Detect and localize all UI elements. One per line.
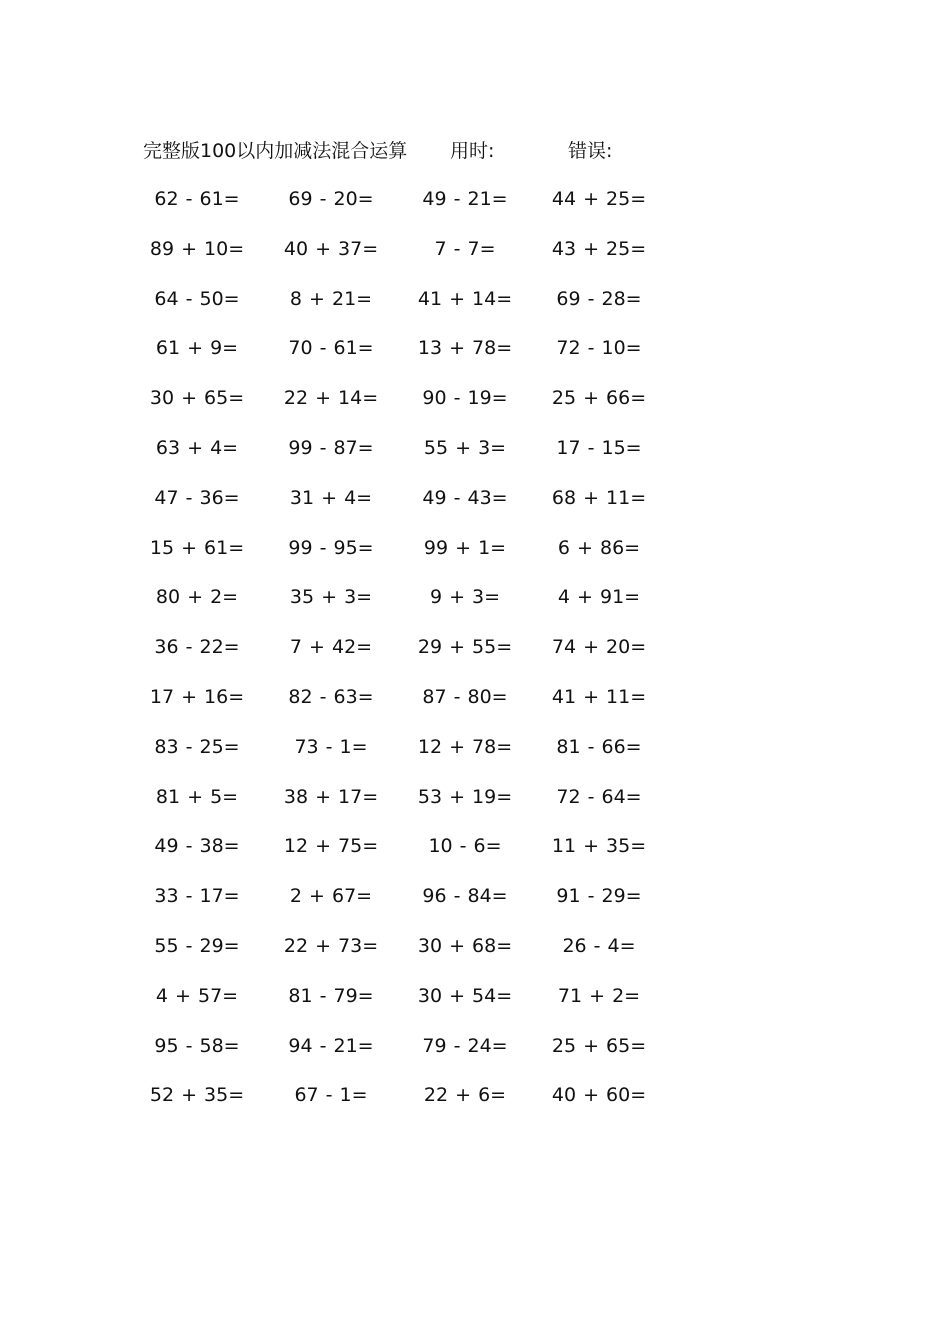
arithmetic-problem: 30 + 54= — [417, 984, 513, 1007]
arithmetic-problem: 25 + 65= — [551, 1034, 647, 1057]
arithmetic-problem: 40 + 60= — [551, 1084, 647, 1107]
arithmetic-problem: 82 - 63= — [288, 685, 374, 708]
arithmetic-problem: 63 + 4= — [155, 436, 239, 459]
worksheet-header — [143, 136, 663, 166]
problem-grid — [130, 184, 660, 1130]
arithmetic-problem: 41 + 11= — [551, 685, 647, 708]
arithmetic-problem: 13 + 78= — [417, 337, 513, 360]
arithmetic-problem: 8 + 21= — [289, 287, 373, 310]
arithmetic-problem: 11 + 35= — [551, 835, 647, 858]
arithmetic-problem: 67 - 1= — [294, 1084, 368, 1107]
arithmetic-problem: 81 - 79= — [288, 984, 374, 1007]
arithmetic-problem: 40 + 37= — [283, 237, 379, 260]
arithmetic-problem: 99 - 87= — [288, 436, 374, 459]
arithmetic-problem: 79 - 24= — [422, 1034, 508, 1057]
arithmetic-problem: 43 + 25= — [551, 237, 647, 260]
arithmetic-problem: 26 - 4= — [562, 934, 636, 957]
arithmetic-problem: 72 - 64= — [556, 785, 642, 808]
arithmetic-problem: 96 - 84= — [422, 885, 508, 908]
arithmetic-problem: 61 + 9= — [155, 337, 239, 360]
arithmetic-problem: 4 + 91= — [557, 586, 641, 609]
arithmetic-problem: 17 + 16= — [149, 685, 245, 708]
arithmetic-problem: 12 + 75= — [283, 835, 379, 858]
arithmetic-problem: 25 + 66= — [551, 387, 647, 410]
arithmetic-problem: 95 - 58= — [154, 1034, 240, 1057]
arithmetic-problem: 30 + 65= — [149, 387, 245, 410]
arithmetic-problem: 72 - 10= — [556, 337, 642, 360]
arithmetic-problem: 52 + 35= — [149, 1084, 245, 1107]
arithmetic-problem: 31 + 4= — [289, 486, 373, 509]
arithmetic-problem: 99 - 95= — [288, 536, 374, 559]
arithmetic-problem: 38 + 17= — [283, 785, 379, 808]
arithmetic-problem: 99 + 1= — [423, 536, 507, 559]
arithmetic-problem: 83 - 25= — [154, 735, 240, 758]
arithmetic-problem: 30 + 68= — [417, 934, 513, 957]
arithmetic-problem: 41 + 14= — [417, 287, 513, 310]
arithmetic-problem: 69 - 28= — [556, 287, 642, 310]
arithmetic-problem: 87 - 80= — [422, 685, 508, 708]
arithmetic-problem: 36 - 22= — [154, 636, 240, 659]
arithmetic-problem: 15 + 61= — [149, 536, 245, 559]
arithmetic-problem: 55 + 3= — [423, 436, 507, 459]
arithmetic-problem: 91 - 29= — [556, 885, 642, 908]
arithmetic-problem: 33 - 17= — [154, 885, 240, 908]
arithmetic-problem: 10 - 6= — [428, 835, 502, 858]
arithmetic-problem: 35 + 3= — [289, 586, 373, 609]
arithmetic-problem: 22 + 6= — [423, 1084, 507, 1107]
arithmetic-problem: 7 - 7= — [434, 237, 496, 260]
arithmetic-problem: 90 - 19= — [422, 387, 508, 410]
arithmetic-problem: 7 + 42= — [289, 636, 373, 659]
arithmetic-problem: 68 + 11= — [551, 486, 647, 509]
time-used-label: 用时: — [450, 140, 495, 162]
arithmetic-problem: 22 + 73= — [283, 934, 379, 957]
worksheet-title: 完整版100以内加减法混合运算 — [143, 140, 408, 162]
arithmetic-problem: 69 - 20= — [288, 188, 374, 210]
arithmetic-problem: 22 + 14= — [283, 387, 379, 410]
arithmetic-problem: 44 + 25= — [551, 188, 647, 210]
error-count-label: 错误: — [568, 140, 613, 162]
arithmetic-problem: 53 + 19= — [417, 785, 513, 808]
arithmetic-problem: 81 - 66= — [556, 735, 642, 758]
arithmetic-problem: 49 - 21= — [422, 188, 508, 210]
arithmetic-problem: 81 + 5= — [155, 785, 239, 808]
arithmetic-problem: 2 + 67= — [289, 885, 373, 908]
arithmetic-problem: 89 + 10= — [149, 237, 245, 260]
arithmetic-problem: 62 - 61= — [154, 188, 240, 210]
arithmetic-problem: 80 + 2= — [155, 586, 239, 609]
arithmetic-problem: 94 - 21= — [288, 1034, 374, 1057]
arithmetic-problem: 70 - 61= — [288, 337, 374, 360]
arithmetic-problem: 73 - 1= — [294, 735, 368, 758]
arithmetic-problem: 49 - 43= — [422, 486, 508, 509]
arithmetic-problem: 55 - 29= — [154, 934, 240, 957]
arithmetic-problem: 47 - 36= — [154, 486, 240, 509]
arithmetic-problem: 71 + 2= — [557, 984, 641, 1007]
arithmetic-problem: 74 + 20= — [551, 636, 647, 659]
arithmetic-problem: 9 + 3= — [429, 586, 501, 609]
arithmetic-problem: 12 + 78= — [417, 735, 513, 758]
arithmetic-problem: 49 - 38= — [154, 835, 240, 858]
arithmetic-problem: 6 + 86= — [557, 536, 641, 559]
arithmetic-problem: 29 + 55= — [417, 636, 513, 659]
arithmetic-problem: 17 - 15= — [556, 436, 642, 459]
arithmetic-problem: 64 - 50= — [154, 287, 240, 310]
arithmetic-problem: 4 + 57= — [155, 984, 239, 1007]
